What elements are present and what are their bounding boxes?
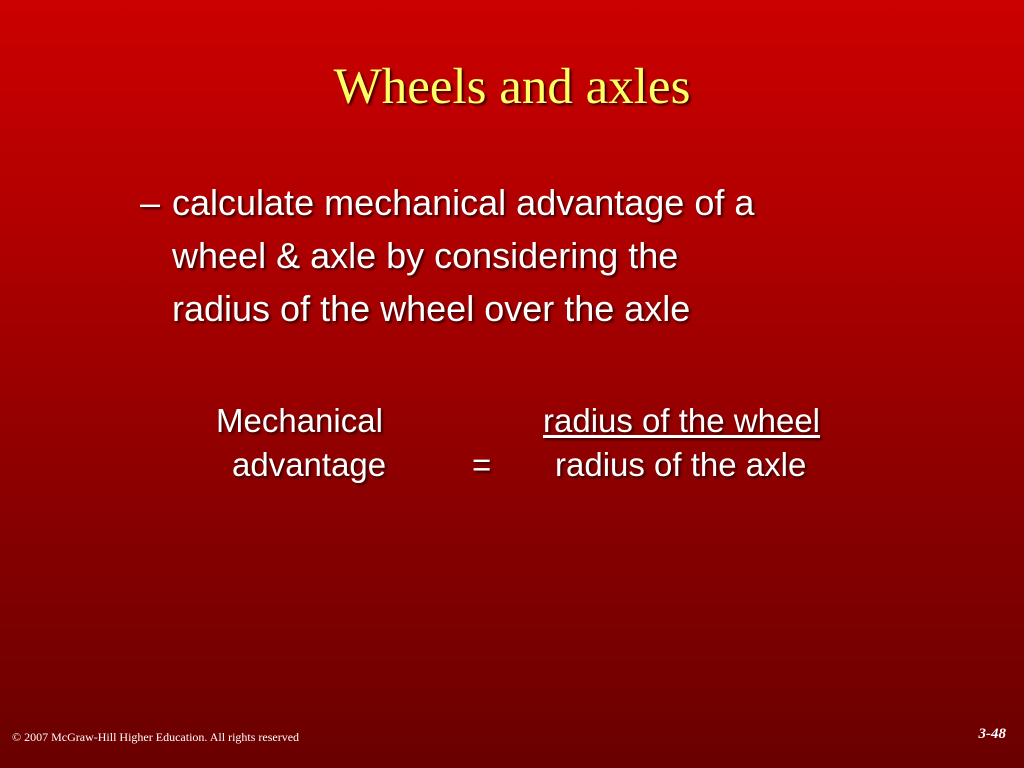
formula-numerator: radius of the wheel: [543, 402, 821, 439]
copyright-footer: © 2007 McGraw-Hill Higher Education. All rights reserved: [12, 730, 300, 744]
formula-lhs-line2: advantage: [232, 446, 387, 483]
bullet-dash: –: [140, 182, 161, 223]
bullet-text: [172, 176, 754, 335]
formula-denominator: radius of the axle: [555, 446, 807, 483]
formula-lhs-line1: Mechanical: [216, 402, 383, 439]
slide-title: Wheels and axles: [333, 59, 691, 115]
bullet-line: radius of the wheel over the axle: [172, 288, 691, 329]
page-number: 3-48: [978, 726, 1006, 742]
bullet-line: wheel & axle by considering the: [172, 235, 679, 276]
bullet-line: calculate mechanical advantage of a: [172, 182, 755, 223]
formula-equals-sign: =: [472, 446, 492, 483]
